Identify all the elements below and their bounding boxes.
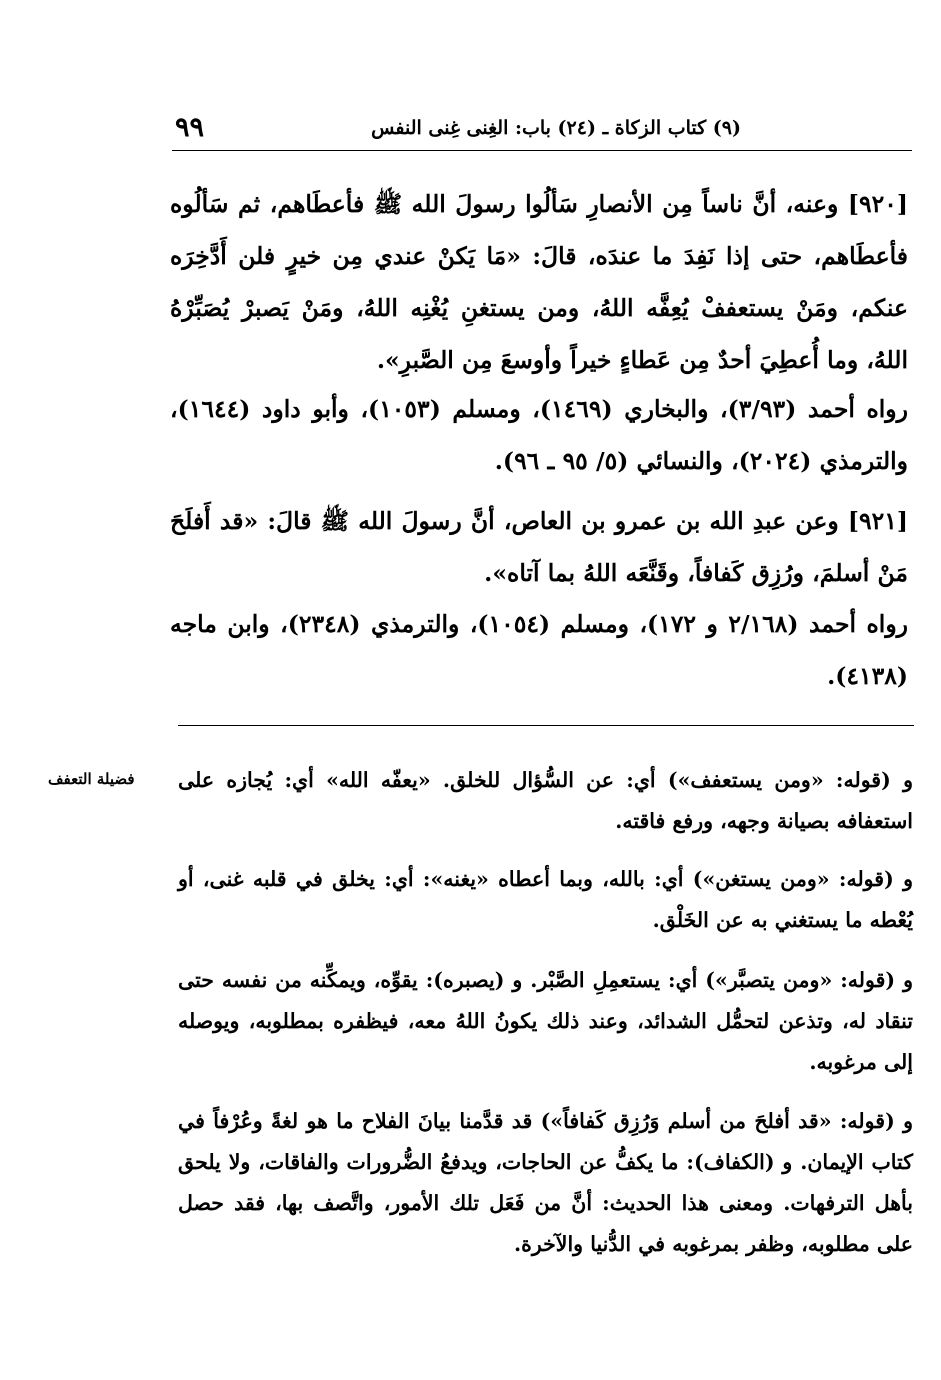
margin-heading: فضيلة التعفف xyxy=(48,770,135,788)
header-rule xyxy=(172,150,912,151)
commentary-paragraph: و (قوله: «ومن يستعفف») أي: عن السُّؤال للخلق. «يعفّه الله» أي: يُجازه على استعفافه بصيانة وجهه، ورفع فاقته. xyxy=(178,768,913,833)
commentary-paragraph: و (قوله: «ومن يستغن») أي: بالله، وبما أعطاه «يغنه»: أي: يخلق في قلبه غنى، أو يُعْطه ما يستغني به عن الخَلْق. xyxy=(178,867,913,932)
hadith-920-text: [٩٢٠] وعنه، أنَّ ناساً مِن الأنصارِ سَألُوا رسولَ الله ﷺ فأعطَاهم، ثم سَألُوه فأعطَاهم، حتى إذا نَفِدَ ما عندَه، قالَ: «مَا يَكنْ عندي مِن خيرٍ فلن أَدَّخِرَه عنكم، ومَنْ يستعففْ يُعِفَّه اللهُ، ومن يستغنِ يُغْنِه اللهُ، ومَنْ يَصبرْ يُصَبِّرْهُ اللهُ، وما أُعطِيَ أحدٌ مِن عَطاءٍ خيراً وأوسعَ مِن الصَّبرِ». xyxy=(170,190,908,374)
hadith-921-source: رواه أحمد (٢/١٦٨ و ١٧٢)، ومسلم (١٠٥٤)، والترمذي (٢٣٤٨)، وابن ماجه (٤١٣٨). xyxy=(170,610,909,690)
running-title: (٩) كتاب الزكاة ـ (٢٤) باب: الغِنى غِنى النفس xyxy=(371,117,741,139)
footnote-separator xyxy=(178,725,914,726)
page-number: ٩٩ xyxy=(175,112,205,143)
commentary-paragraph: و (قوله: «ومن يتصبَّر») أي: يستعمِلِ الصَّبْر. و (يصبره): يقوِّه، ويمكِّنه من نفسه حتى تنقاد له، وتذعن لتحمُّل الشدائد، وعند ذلك يكونُ اللهُ معه، فيظفره بمطلوبه، ويوصله إلى مرغوبه. xyxy=(178,968,913,1074)
hadith-921-text: [٩٢١] وعن عبدِ الله بن عمرو بن العاص، أنَّ رسولَ الله ﷺ قالَ: «قد أَفلَحَ مَنْ أسلمَ، ورُزِق كَفافاً، وقَنَّعَه اللهُ بما آتاه». xyxy=(170,507,908,587)
hadith-920-source: رواه أحمد (٣/٩٣)، والبخاري (١٤٦٩)، ومسلم (١٠٥٣)، وأبو داود (١٦٤٤)، والترمذي (٢٠٢٤)، والنسائي (٥/ ٩٥ ـ ٩٦). xyxy=(170,395,909,475)
commentary-paragraph: و (قوله: «قد أفلحَ من أسلم وَرُزِق كَفافاً») قد قدَّمنا بيانَ الفلاح ما هو لغةً وعُرْفاً في كتاب الإيمان. و (الكفاف): ما يكفُّ عن الحاجات، ويدفعُ الضُّرورات والفاقات، ولا يلحق بأهل الترفهات. ومعنى هذا الحديث: أنَّ من فَعَل تلك الأمور، واتَّصف بها، فقد حصل على مطلوبه، وظفر بمرغوبه في الدُّنيا والآخرة. xyxy=(178,1109,913,1256)
